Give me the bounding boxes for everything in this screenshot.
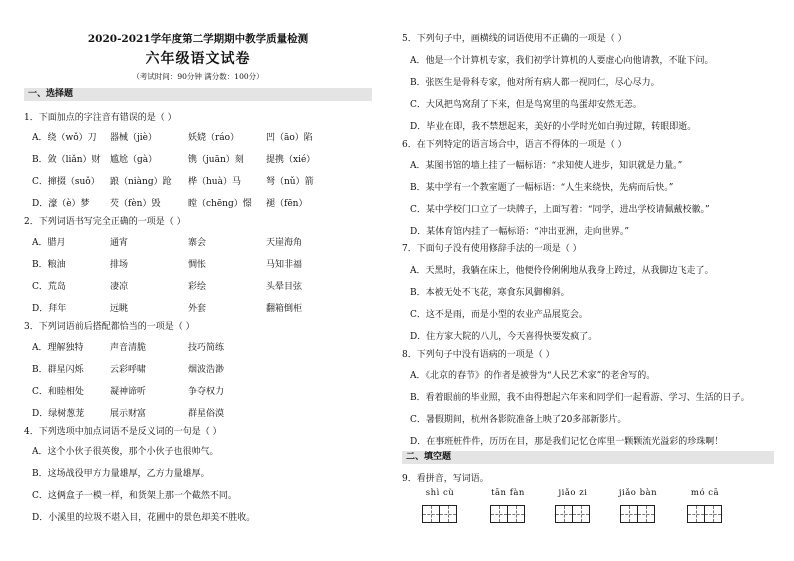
question-4-stem: 4．下列选项中加点词语不是反义词的一句是（ ）: [24, 427, 222, 437]
question-5-stem: 5．下列句子中，画横线的词语使用不正确的一项是（ ）: [402, 34, 627, 44]
question-8-option-d: D．在事班桩件件，历历在目，那是我们记忆仓库里一颗颗流光溢彩的珍珠啊！: [410, 437, 724, 447]
exam-info: （考试时间：90分钟 满分数：100分）: [132, 72, 264, 81]
option-cell: 天崖海角: [266, 238, 303, 248]
pinyin-word-5: [679, 487, 731, 523]
option-cell: A．理解独特: [32, 343, 84, 353]
exam-subtitle: 六年级语文试卷: [145, 51, 251, 67]
writing-box[interactable]: [439, 505, 457, 523]
question-9-stem: 9．看拼音，写词语。: [402, 474, 489, 484]
question-7-option-a: A．天黑时，我躺在床上，他便伶伶俐俐地从我身上跨过，从我脚边飞走了。: [410, 266, 714, 276]
question-5-option-c: C．大风把鸟窝刮了下来，但是鸟窝里的鸟蛋却安然无恙。: [410, 100, 642, 110]
question-4-option-a: A．这个小伙子很英俊，那个小伙子也很帅气。: [32, 447, 219, 457]
writing-boxes[interactable]: [612, 505, 664, 523]
option-cell: 马知非福: [266, 260, 303, 270]
question-1-stem: 1．下面加点的字注音有错误的是（ ）: [24, 113, 177, 123]
question-8-option-c: C．暑假期间，杭州各影院准备上映了20多部新影片。: [410, 415, 627, 425]
option-cell: 展示财富: [110, 409, 147, 419]
writing-box[interactable]: [507, 505, 525, 523]
section-heading-choice: 一、选择题: [24, 88, 372, 101]
question-5-option-d: D．毕业在即，我不禁想起来，美好的小学时光如白驹过隙，转眼即逝。: [410, 122, 697, 132]
option-cell: 外套: [188, 304, 207, 314]
option-cell: 惆怅: [188, 260, 207, 270]
option-cell: 声音清脆: [110, 343, 147, 353]
pinyin-label: jiǎo bàn: [618, 488, 658, 498]
writing-boxes[interactable]: [547, 505, 599, 523]
writing-box[interactable]: [687, 505, 705, 523]
question-8-option-a: A．《北京的春节》的作者是被誉为“人民艺术家”的老舍写的。: [410, 371, 656, 381]
pinyin-word-4: [612, 487, 664, 523]
option-cell: 桦（huà）马: [188, 177, 241, 187]
option-cell: B．敛（liǎn）财: [32, 155, 101, 165]
option-cell: D．拜年: [32, 304, 67, 314]
option-cell: 妖娆（ráo）: [188, 133, 240, 143]
option-cell: 烟波浩渺: [188, 365, 225, 375]
writing-box[interactable]: [555, 505, 573, 523]
option-cell: 器械（jiè）: [110, 133, 157, 143]
option-cell: A．腊月: [32, 238, 66, 248]
question-4-option-b: B．这场战役甲方力量雄厚，乙方力量雄厚。: [32, 469, 210, 479]
exam-title: 2020-2021学年度第二学期期中教学质量检测: [87, 33, 309, 45]
option-cell: B．粮油: [32, 260, 66, 270]
writing-boxes[interactable]: [679, 505, 731, 523]
pinyin-word-3: [547, 487, 599, 523]
option-cell: 翻箱倒柜: [266, 304, 303, 314]
option-cell: 群星俗漠: [188, 409, 225, 419]
question-4-option-d: D．小溪里的垃圾不堪入目，花圃中的景色却美不胜收。: [32, 513, 256, 523]
question-7-stem: 7．下面句子没有使用修辞手法的一项是（ ）: [402, 244, 582, 254]
pinyin-word-2: [482, 487, 534, 523]
question-1-row-b: [32, 152, 356, 165]
writing-box[interactable]: [490, 505, 508, 523]
question-3-row-b: [32, 362, 266, 375]
question-7-option-d: D．住方家大院的八儿，今天喜得快要发疯了。: [410, 332, 598, 342]
option-cell: 瞠（chēng）憬: [188, 199, 252, 209]
option-cell: 云彩呼啸: [110, 365, 147, 375]
question-2-row-b: [32, 257, 356, 270]
question-6-option-d: D．某体育馆内挂了一幅标语：“冲出亚洲，走向世界。”: [410, 227, 629, 237]
writing-box[interactable]: [637, 505, 655, 523]
writing-box[interactable]: [572, 505, 590, 523]
option-cell: 头晕目弦: [266, 282, 303, 292]
section-heading-fill: 二、填空题: [402, 451, 774, 464]
option-cell: 褪（fēn）: [266, 199, 308, 209]
writing-box[interactable]: [620, 505, 638, 523]
question-3-stem: 3．下列词语前后搭配都恰当的一项是（ ）: [24, 322, 195, 332]
option-cell: 远眺: [110, 304, 129, 314]
option-cell: C．荒岛: [32, 282, 66, 292]
option-cell: B．群星闪烁: [32, 365, 84, 375]
option-cell: 凹（āo）陷: [266, 133, 313, 143]
option-cell: 踉（niàng）跄: [110, 177, 172, 187]
question-8-option-b: B．看着眼前的毕业照，我不由得想起六年来和同学们一起看游、学习、生活的日子。: [410, 393, 750, 403]
option-cell: D．濠（è）梦: [32, 199, 90, 209]
question-7-option-c: C．这不是雨，而是小型的农业产品展览会。: [410, 310, 588, 320]
question-3-row-a: [32, 340, 266, 353]
option-cell: 凄凉: [110, 282, 129, 292]
question-5-option-a: A．他是一个计算机专家，我们初学计算机的人要虚心向他请教，不耻下问。: [410, 56, 714, 66]
option-cell: A．绕（wǒ）刀: [32, 133, 97, 143]
option-cell: C．撺掇（suǒ）: [32, 177, 100, 187]
question-6-stem: 6．在下列特定的语言场合中，语言不得体的一项是（ ）: [402, 140, 627, 150]
option-cell: 提携（xié）: [266, 155, 316, 165]
pinyin-word-1: [414, 487, 466, 523]
question-8-stem: 8．下列句子中没有语病的一项是（ ）: [402, 350, 555, 360]
question-1-row-d: [32, 196, 356, 209]
writing-box[interactable]: [422, 505, 440, 523]
pinyin-label: tān fàn: [491, 488, 525, 498]
option-cell: 尴尬（gà）: [110, 155, 158, 165]
question-3-row-c: [32, 384, 266, 397]
question-1-row-a: [32, 130, 356, 143]
option-cell: 排场: [110, 260, 129, 270]
question-6-option-c: C．某中学校门口立了一块牌子，上面写着：“同学，进出学校请佩戴校徽。”: [410, 205, 710, 215]
pinyin-label: mó cā: [690, 488, 720, 498]
option-cell: 技巧简练: [188, 343, 225, 353]
pinyin-label: jiǎo zi: [558, 488, 588, 498]
question-2-row-c: [32, 279, 356, 292]
question-2-row-d: [32, 301, 356, 314]
question-2-stem: 2．下列词语书写完全正确的一项是（ ）: [24, 217, 186, 227]
question-3-row-d: [32, 406, 266, 419]
question-7-option-b: B．本被无处不飞花，寒食东风御柳斜。: [410, 288, 570, 298]
question-6-option-a: A．某图书馆的墙上挂了一幅标语：“求知使人进步，知识就是力量。”: [410, 161, 683, 171]
option-cell: 弩（nǔ）箭: [266, 177, 314, 187]
question-1-row-c: [32, 174, 356, 187]
question-2-row-a: [32, 235, 356, 248]
option-cell: 通宵: [110, 238, 129, 248]
pinyin-label: shì cù: [425, 488, 455, 498]
option-cell: D．绿树葱茏: [32, 409, 85, 419]
question-4-option-c: C．这俩盒子一模一样，和货架上那一个截然不同。: [32, 491, 237, 501]
writing-boxes[interactable]: [482, 505, 534, 523]
option-cell: 芡（fèn）毁: [110, 199, 161, 209]
option-cell: 寨会: [188, 238, 207, 248]
option-cell: C．和睦相处: [32, 387, 84, 397]
question-6-option-b: B．某中学有一个教室题了一幅标语：“人生来绕快，先病而后快。”: [410, 183, 674, 193]
option-cell: 凝神谛听: [110, 387, 147, 397]
writing-box[interactable]: [704, 505, 722, 523]
option-cell: 镌（juān）刻: [188, 155, 244, 165]
writing-boxes[interactable]: [414, 505, 466, 523]
option-cell: 争夺权力: [188, 387, 225, 397]
option-cell: 彩绘: [188, 282, 207, 292]
question-5-option-b: B．张医生是骨科专家，他对所有病人都一视同仁，尽心尽力。: [410, 78, 660, 88]
